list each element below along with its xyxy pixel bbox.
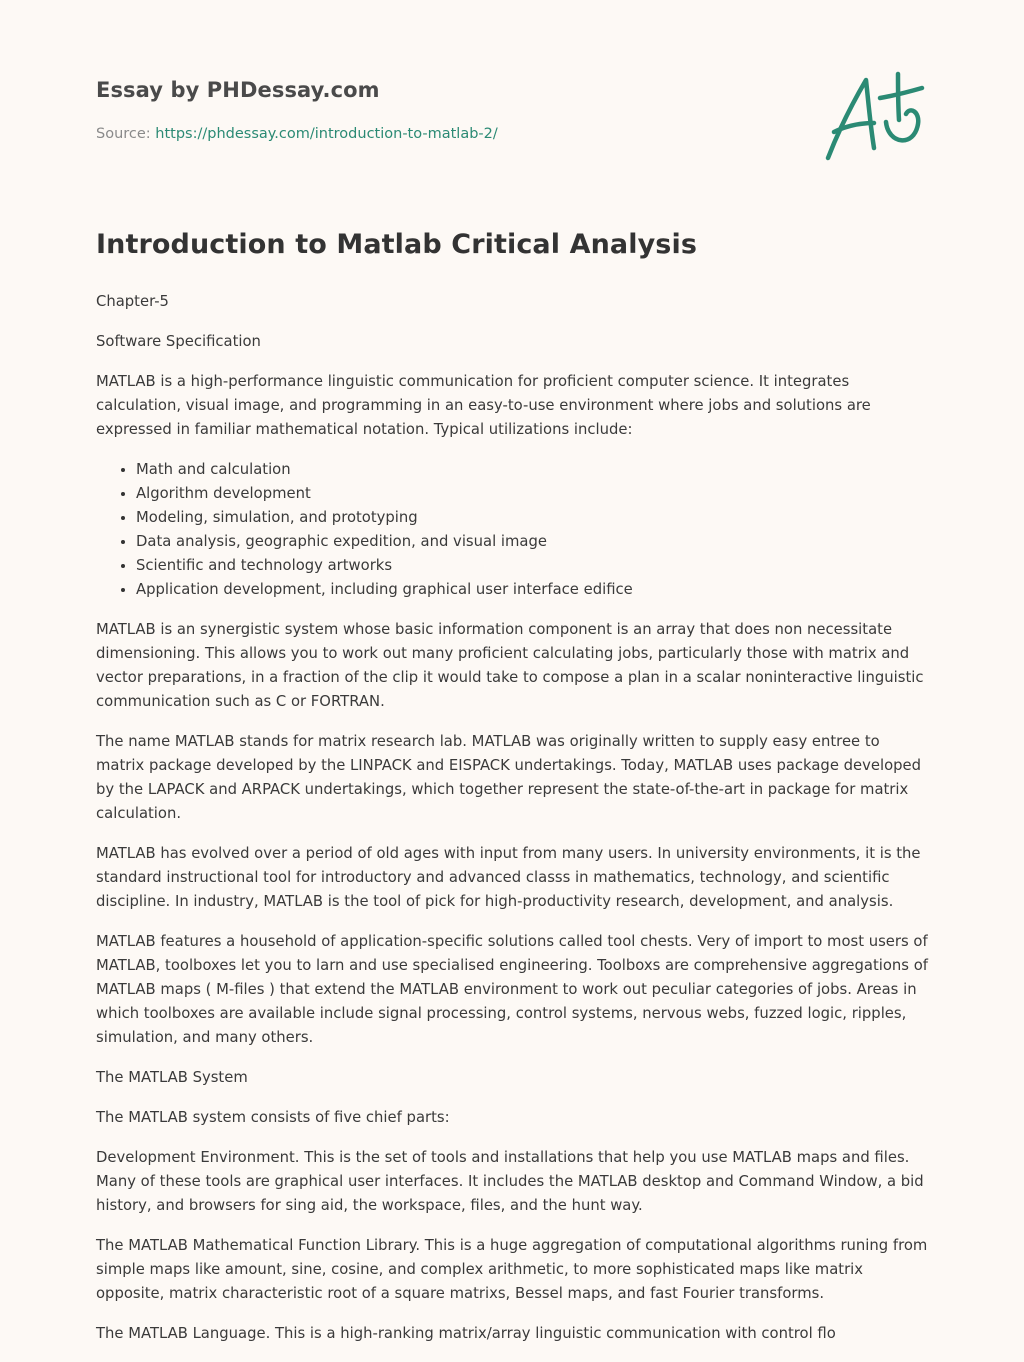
paragraph: The MATLAB Mathematical Function Library. This is a huge aggregation of computational algorithms runing from simple maps like amount, sine, cosine, and complex arithmetic, to more sophisticated maps like matrix opposite, matrix characteristic root of a square matrixs, Bessel maps, and fast Fourier transforms. bbox=[96, 1237, 928, 1302]
page-header bbox=[96, 76, 926, 176]
article bbox=[96, 226, 930, 1362]
source-link[interactable]: https://phdessay.com/introduction-to-matlab-2/ bbox=[155, 126, 498, 142]
paragraph: MATLAB is an synergistic system whose basic information component is an array that does non necessitate dimensioning. This allows you to work out many proficient calculating jobs, particularly those with matrix and vector preparations, in a fraction of the clip it would take to compose a plan in a scalar noninteractive linguistic communication such as C or FORTRAN. bbox=[96, 621, 924, 710]
source-line bbox=[96, 124, 926, 144]
list-item: • Scientific and technology artworks bbox=[136, 554, 930, 578]
paragraph: MATLAB features a household of application-specific solutions called tool chests. Very of import to most users of MATLAB, toolboxes let you to larn and use specialised engineering. Toolboxs are comprehensive aggregations of MATLAB maps ( M-files ) that extend the MATLAB environment to work out peculiar categories of jobs. Areas in which toolboxes are available include signal processing, control systems, nervous webs, fuzzed logic, ripples, simulation, and many others. bbox=[96, 933, 928, 1046]
section-heading: Software Specification bbox=[96, 333, 261, 350]
list-item: • Algorithm development bbox=[136, 482, 930, 506]
a-plus-logo-icon bbox=[822, 68, 928, 164]
site-brand: Essay by PHDessay.com bbox=[96, 78, 380, 102]
chapter-label: Chapter-5 bbox=[96, 293, 169, 310]
intro-paragraph: MATLAB is a high-performance linguistic communication for proficient computer science. It integrates calculation, visual image, and programming in an easy-to-use environment where jobs and solutions are expressed in familiar mathematical notation. Typical utilizations include: bbox=[96, 373, 871, 438]
list-item: • Modeling, simulation, and prototyping bbox=[136, 506, 930, 530]
source-label: Source: bbox=[96, 126, 151, 142]
uses-list bbox=[96, 458, 930, 602]
system-intro: The MATLAB system consists of five chief parts: bbox=[96, 1109, 450, 1126]
paragraph: Development Environment. This is the set of tools and installations that help you use MATLAB maps and files. Many of these tools are graphical user interfaces. It includes the MATLAB desktop and Command Window, a bid history, and browsers for sing aid, the workspace, files, and the hunt way. bbox=[96, 1149, 924, 1214]
system-heading: The MATLAB System bbox=[96, 1069, 248, 1086]
article-title: Introduction to Matlab Critical Analysis bbox=[96, 229, 697, 260]
list-item: • Application development, including graphical user interface edifice bbox=[136, 578, 930, 602]
paragraph: The name MATLAB stands for matrix research lab. MATLAB was originally written to supply easy entree to matrix package developed by the LINPACK and EISPACK undertakings. Today, MATLAB uses package developed by the LAPACK and ARPACK undertakings, which together represent the state-of-the-art in package for matrix calculation. bbox=[96, 733, 922, 822]
list-item: • Math and calculation bbox=[136, 458, 930, 482]
list-item: • Data analysis, geographic expedition, and visual image bbox=[136, 530, 930, 554]
paragraph: The MATLAB Language. This is a high-ranking matrix/array linguistic communication with control flo bbox=[96, 1325, 836, 1342]
paragraph: MATLAB has evolved over a period of old ages with input from many users. In university environments, it is the standard instructional tool for introductory and advanced classs in mathematics, technology, and scientific discipline. In industry, MATLAB is the tool of pick for high-productivity research, development, and analysis. bbox=[96, 845, 921, 910]
